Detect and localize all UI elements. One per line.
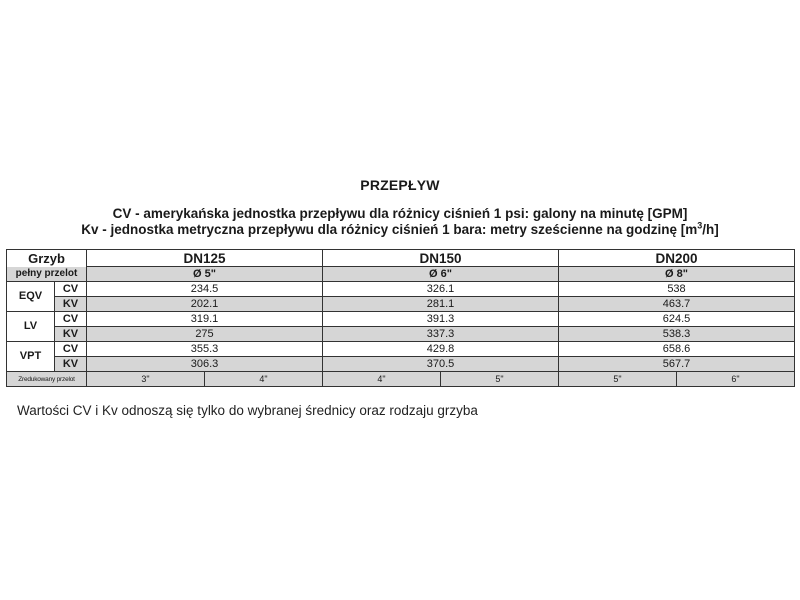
value-cell: 370.5 [323, 357, 559, 372]
header-row-dn [7, 250, 795, 267]
footnote: Wartości CV i Kv odnoszą się tylko do wybranej średnicy oraz rodzaju grzyba [17, 403, 478, 418]
diameter-dn125: Ø 5" [87, 267, 323, 282]
page-title: PRZEPŁYW [360, 177, 440, 193]
table-row [7, 312, 795, 327]
reduced-size-cell: 4" [323, 372, 441, 387]
unit-label-cv: CV [55, 342, 87, 357]
value-cell: 319.1 [87, 312, 323, 327]
flow-table [6, 249, 795, 387]
value-cell: 306.3 [87, 357, 323, 372]
value-cell: 355.3 [87, 342, 323, 357]
value-cell: 326.1 [323, 282, 559, 297]
value-cell: 538.3 [559, 327, 795, 342]
table-row [7, 297, 795, 312]
diameter-dn150: Ø 6" [323, 267, 559, 282]
reduced-size-cell: 6" [677, 372, 795, 387]
kv-definition-text: Kv - jednostka metryczna przepływu dla różnicy ciśnień 1 bara: metry sześcienne na godzinę [m [81, 222, 698, 237]
unit-label-cv: CV [55, 282, 87, 297]
reduced-size-cell: 3" [87, 372, 205, 387]
header-row-diameter [7, 267, 795, 282]
cv-definition: CV - amerykańska jednostka przepływu dla różnicy ciśnień 1 psi: galony na minutę [GPM] [112, 206, 688, 221]
header-dn125: DN125 [87, 250, 323, 267]
value-cell: 429.8 [323, 342, 559, 357]
kv-definition-suffix: /h] [702, 222, 719, 237]
table-row [7, 342, 795, 357]
value-cell: 202.1 [87, 297, 323, 312]
value-cell: 275 [87, 327, 323, 342]
reduced-size-cell: 5" [559, 372, 677, 387]
header-dn150: DN150 [323, 250, 559, 267]
value-cell: 234.5 [87, 282, 323, 297]
unit-label-cv: CV [55, 312, 87, 327]
valve-type-eqv: EQV [7, 282, 55, 312]
unit-label-kv: KV [55, 357, 87, 372]
reduced-size-cell: 5" [441, 372, 559, 387]
value-cell: 624.5 [559, 312, 795, 327]
value-cell: 658.6 [559, 342, 795, 357]
reduced-bore-label: Zredukowany przelot [7, 372, 87, 387]
table-row [7, 282, 795, 297]
corner-full-bore-label: pełny przelot [7, 267, 87, 282]
reduced-size-cell: 4" [205, 372, 323, 387]
value-cell: 337.3 [323, 327, 559, 342]
kv-definition-superscript: 3 [697, 220, 703, 231]
valve-type-vpt: VPT [7, 342, 55, 372]
unit-label-kv: KV [55, 327, 87, 342]
value-cell: 391.3 [323, 312, 559, 327]
table-row [7, 327, 795, 342]
unit-label-kv: KV [55, 297, 87, 312]
value-cell: 567.7 [559, 357, 795, 372]
table-row [7, 357, 795, 372]
reduced-bore-row [7, 372, 795, 387]
corner-plug-label: Grzyb [7, 250, 87, 267]
value-cell: 538 [559, 282, 795, 297]
kv-definition [0, 222, 800, 238]
header-dn200: DN200 [559, 250, 795, 267]
value-cell: 463.7 [559, 297, 795, 312]
valve-type-lv: LV [7, 312, 55, 342]
value-cell: 281.1 [323, 297, 559, 312]
diameter-dn200: Ø 8" [559, 267, 795, 282]
